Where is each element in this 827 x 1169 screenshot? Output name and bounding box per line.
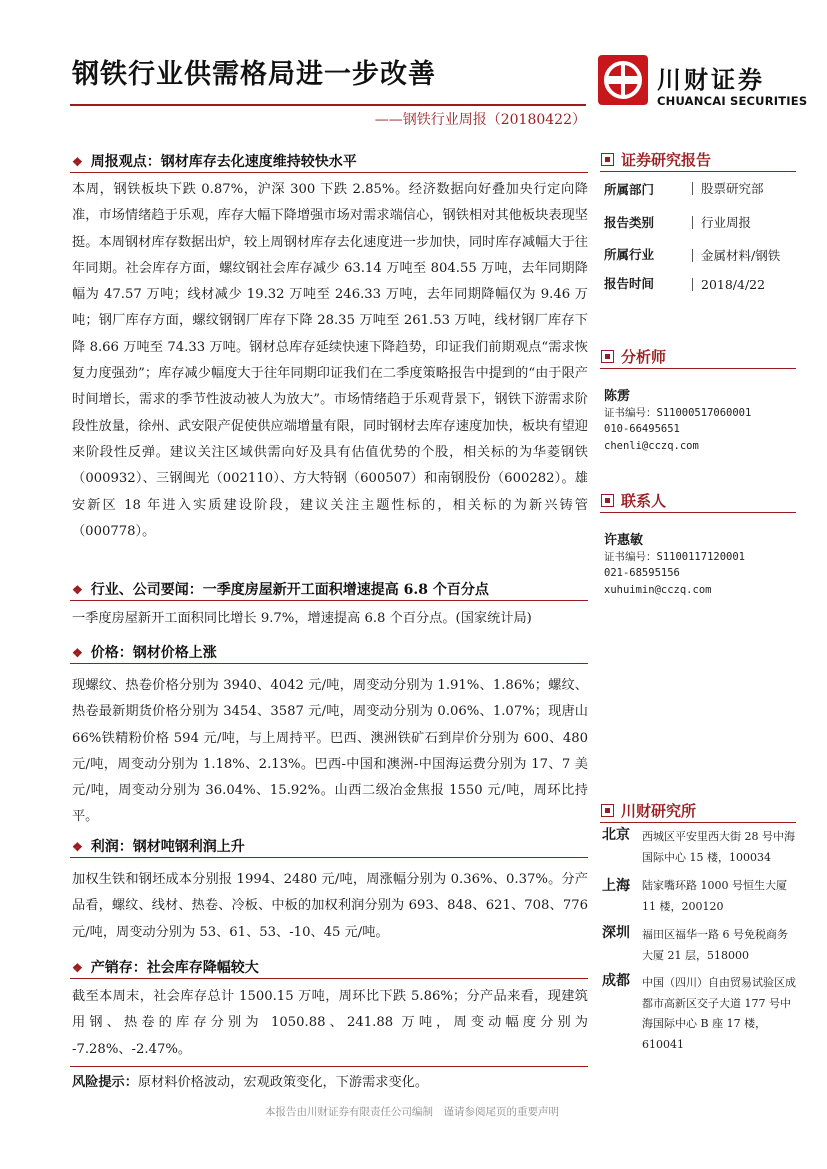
square-bullet-icon [601, 350, 614, 363]
info-value-category: 行业周报 [692, 216, 751, 229]
diamond-bullet-icon: ❖ [72, 646, 83, 660]
office-city-shenzhen: 深圳 [602, 925, 630, 941]
office-city-beijing: 北京 [602, 827, 630, 843]
section-heading-inventory: ❖ 产销存：社会库存降幅较大 [72, 960, 259, 976]
risk-warning-label: 风险提示： [72, 1075, 138, 1090]
page-footer-disclaimer: 本报告由川财证券有限责任公司编制 谨请参阅尾页的重要声明 [265, 1106, 559, 1118]
header-divider [70, 104, 586, 106]
info-label-category: 报告类别 [604, 215, 655, 230]
inventory-paragraph: 截至本周末，社会库存总计 1500.15 万吨，周环比下跌 5.86%；分产品来看，现建筑用钢、热卷的库存分别为 1050.88、241.88 万吨，周变动幅度分别为 -7.28%、-2.47%。 [72, 989, 588, 1057]
price-paragraph: 现螺纹、热卷价格分别为 3940、4042 元/吨，周变动分别为 1.91%、1.86%；螺纹、热卷最新期货价格分别为 3454、3587 元/吨，周变动分别为 0.06%、1.07%；现唐山 66%铁精粉价格 594 元/吨，与上周持平。巴西、澳洲铁矿石到岸价分别为 600、480 元/吨，周变动分别为 1.18%、2.13%。巴西-中国和澳洲-中国海运费分别为 17、7 美元/吨，周变动分别为 36.04%、15.92%。山西二级冶金焦报 1550 元/吨，周环比持平。 [72, 678, 588, 825]
diamond-bullet-icon: ❖ [72, 583, 83, 597]
info-value-date: 2018/4/22 [692, 278, 765, 291]
section-divider [70, 857, 588, 858]
section-divider [70, 1066, 588, 1067]
info-label-department: 所属部门 [604, 182, 655, 197]
info-value-department: 股票研究部 [692, 182, 764, 195]
analyst-name: 陈雳 [604, 389, 631, 404]
risk-warning-text: 原材料价格波动，宏观政策变化，下游需求变化。 [137, 1075, 429, 1090]
brand-name-en: CHUANCAI SECURITIES [657, 94, 808, 108]
office-address-beijing: 西城区平安里西大街 28 号中海国际中心 15 楼，100034 [642, 830, 795, 864]
profit-paragraph: 加权生铁和钢坯成本分别报 1994、2480 元/吨，周涨幅分别为 0.36%、0.37%。分产品看，螺纹、线材、热卷、冷板、中板的加权利润分别为 693、848、621、708、776 元/吨，周变动分别为 53、61、53、-10、45 元/吨。 [72, 872, 588, 940]
sidebar-divider [600, 171, 796, 172]
section-heading-profit: ❖ 利润：钢材吨钢利润上升 [72, 839, 245, 855]
info-label-industry: 所属行业 [604, 247, 655, 262]
sidebar-heading-report: 证券研究报告 [601, 149, 711, 170]
report-subtitle: ——钢铁行业周报（20180422） [374, 112, 586, 128]
section-divider [70, 663, 588, 664]
diamond-bullet-icon: ❖ [72, 155, 83, 169]
office-address-chengdu: 中国（四川）自由贸易试验区成都市高新区交子大道 177 号中海国际中心 B 座 17 楼，610041 [642, 976, 796, 1051]
sidebar-divider [600, 512, 796, 513]
section-heading-industry-news: ❖ 行业、公司要闻：一季度房屋新开工面积增速提高 6.8 个百分点 [72, 582, 489, 598]
sidebar-divider [600, 822, 796, 823]
section-heading-price: ❖ 价格：钢材价格上涨 [72, 645, 217, 661]
info-label-date: 报告时间 [604, 276, 655, 291]
sidebar-divider [600, 368, 796, 369]
weekly-view-paragraph: 本周，钢铁板块下跌 0.87%，沪深 300 下跌 2.85%。经济数据向好叠加央行定向降准，市场情绪趋于乐观，库存大幅下降增强市场对需求端信心，钢铁相对其他板块表现坚挺。本周钢材库存数据出炉，较上周钢材库存去化速度进一步加快，同时库存减幅大于往年同期。社会库存方面，螺纹钢社会库存减少 63.14 万吨至 804.55 万吨，去年同期降幅为 47.57 万吨；线材减少 19.32 万吨至 246.33 万吨，去年同期降幅仅为 9.46 万吨；钢厂库存方面，螺纹钢钢厂库存下降 28.35 万吨至 261.53 万吨，线材钢厂库存下降 8.66 万吨至 74.33 万吨。钢材总库存延续快速下降趋势，印证我们前期观点“需求恢复力度强劲”；库存减少幅度大于往年同期印证我们在二季度策略报告中提到的“由于限产时间增长，需求的季节性波动被人为放大”。市场情绪趋于乐观背景下，钢铁下游需求阶段性放量，徐州、武安限产促使供应端增量有限，同时钢材去库存速度加快，板块有望迎来阶段性反弹。建议关注区域供需向好及具有估值优势的个股，相关标的为华菱钢铁（000932）、三钢闽光（002110）、方大特钢（600507）和南钢股份（600282）。雄安新区 18 年进入实质建设阶段，建议关注主题性标的，相关标的为新兴铸管（000778）。 [72, 182, 588, 539]
analyst-phone: 010-66495651 [604, 423, 680, 435]
risk-warning [72, 1070, 588, 1096]
square-bullet-icon [601, 153, 614, 166]
contact-email[interactable]: xuhuimin@cczq.com [604, 584, 712, 596]
section-divider [70, 172, 588, 173]
chuancai-logo-icon [597, 54, 649, 106]
info-value-industry: 金属材料/钢铁 [692, 249, 780, 262]
diamond-bullet-icon: ❖ [72, 961, 83, 975]
sidebar-heading-institute: 川财研究所 [601, 800, 696, 821]
square-bullet-icon [601, 494, 614, 507]
section-divider [70, 978, 588, 979]
sidebar-heading-analyst: 分析师 [601, 346, 666, 367]
square-bullet-icon [601, 804, 614, 817]
section-heading-weekly-view: ❖ 周报观点：钢材库存去化速度维持较快水平 [72, 154, 357, 170]
contact-phone: 021-68595156 [604, 567, 680, 579]
page-title: 钢铁行业供需格局进一步改善 [72, 59, 436, 90]
analyst-email[interactable]: chenli@cczq.com [604, 440, 699, 452]
sidebar-heading-contact: 联系人 [601, 490, 666, 511]
office-address-shenzhen: 福田区福华一路 6 号免税商务大厦 21 层，518000 [642, 928, 788, 962]
diamond-bullet-icon: ❖ [72, 840, 83, 854]
industry-news-paragraph: 一季度房屋新开工面积同比增长 9.7%，增速提高 6.8 个百分点。(国家统计局) [72, 611, 532, 626]
office-address-shanghai: 陆家嘴环路 1000 号恒生大厦 11 楼，200120 [642, 879, 787, 913]
office-city-shanghai: 上海 [602, 878, 630, 894]
contact-name: 许惠敏 [604, 533, 644, 548]
brand-name-cn: 川财证券 [657, 66, 765, 94]
office-city-chengdu: 成都 [602, 973, 630, 989]
contact-cert: 证书编号：S1100117120001 [604, 551, 746, 563]
analyst-cert: 证书编号：S1100051706​0001 [604, 407, 752, 419]
section-divider [70, 600, 588, 601]
